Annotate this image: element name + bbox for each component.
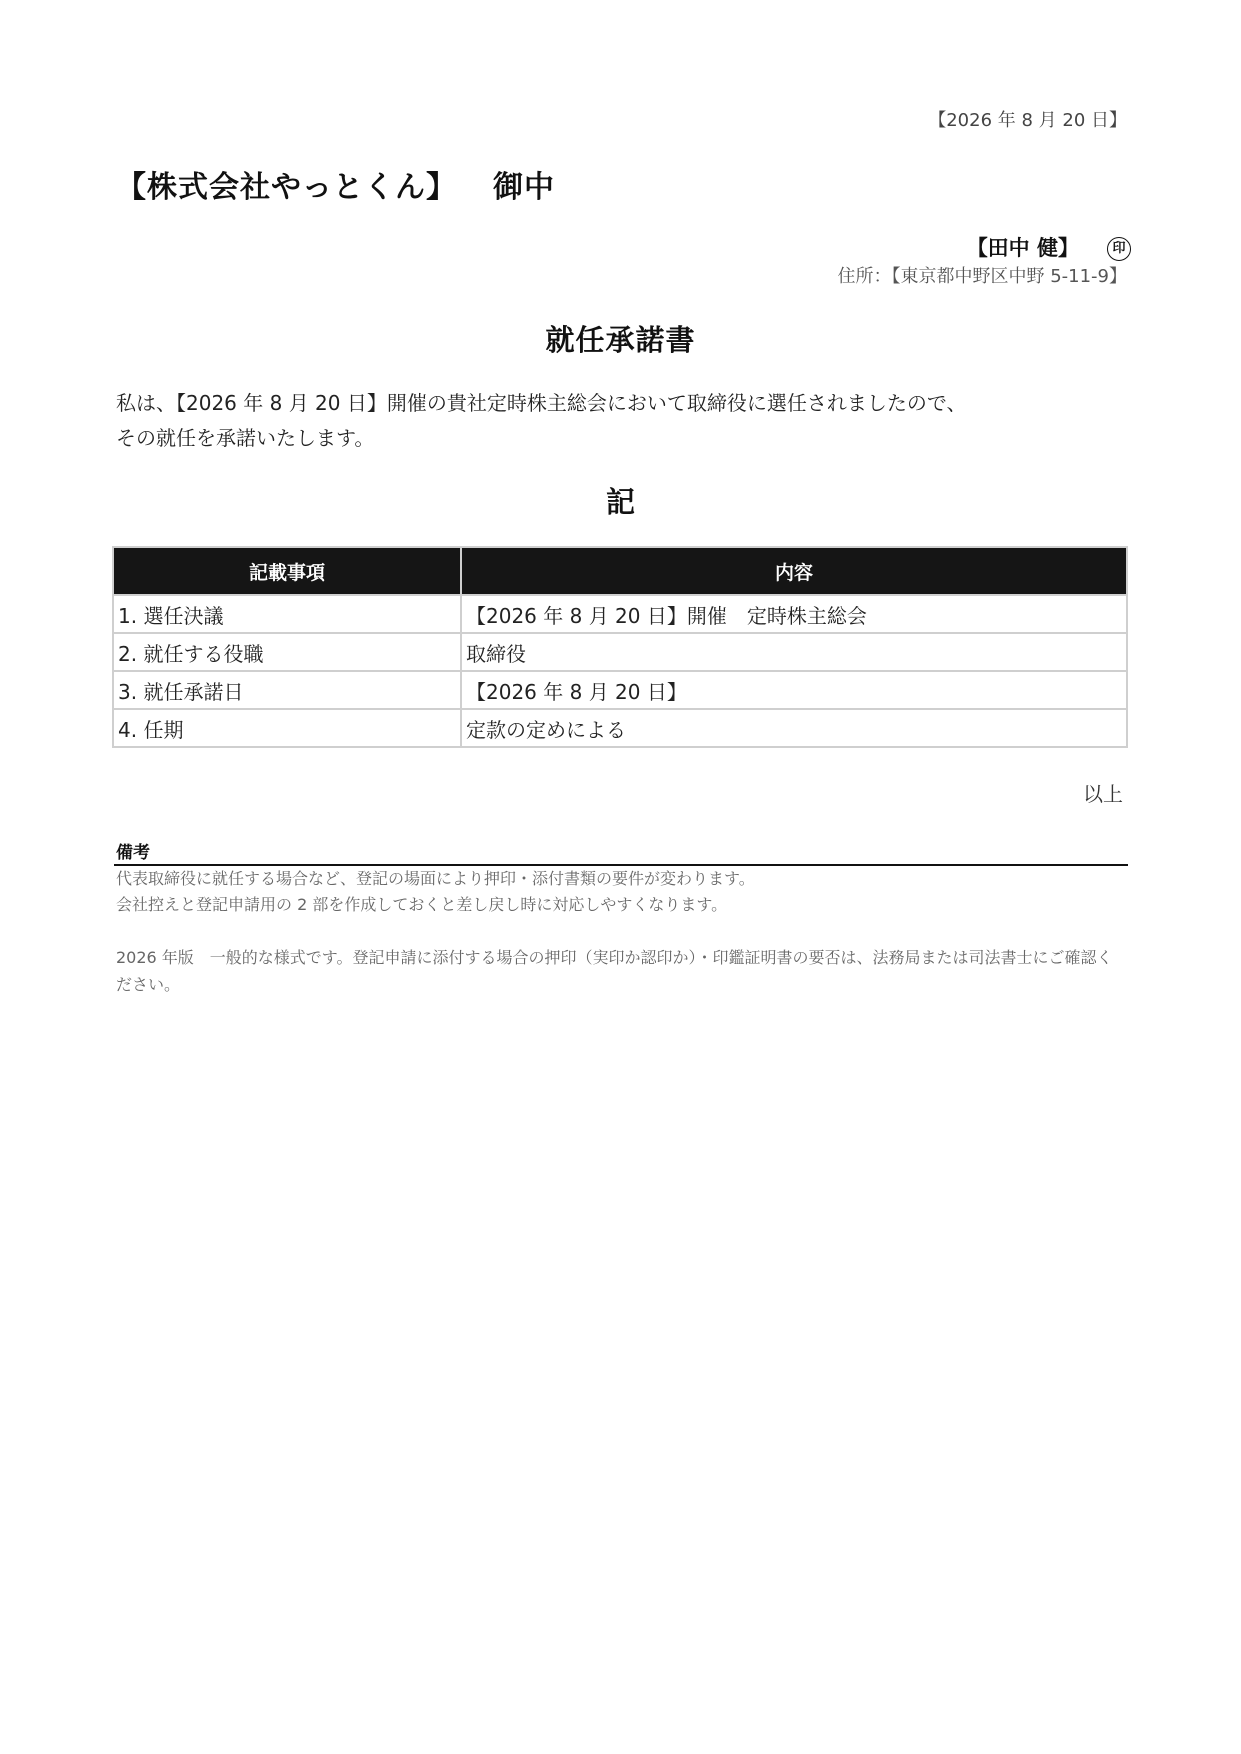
remarks-text xyxy=(116,866,755,918)
ki-heading: 記 xyxy=(605,485,635,519)
sender-name: 【田中 健】 xyxy=(966,236,1079,260)
recipient-name: 【株式会社やっとくん】 xyxy=(116,170,457,205)
table-header-content: 内容 xyxy=(461,547,1127,595)
table-cell-content: 【2026 年 8 月 20 日】開催 定時株主総会 xyxy=(461,595,1127,633)
table-row xyxy=(113,671,1127,709)
body-line-1: 私は、【2026 年 8 月 20 日】開催の貴社定時株主総会において取締役に選任されましたので、 xyxy=(116,391,967,415)
table-row xyxy=(113,633,1127,671)
table-cell-content: 定款の定めによる xyxy=(461,709,1127,747)
closing-ijo: 以上 xyxy=(1083,782,1123,806)
table-cell-item: 4. 任期 xyxy=(113,709,461,747)
table-cell-item: 2. 就任する役職 xyxy=(113,633,461,671)
footer-note: 2026 年版 一般的な様式です。登記申請に添付する場合の押印（実印か認印か）・印鑑証明書の要否は、法務局または司法書士にご確認ください。 xyxy=(116,948,1113,994)
table-cell-content: 【2026 年 8 月 20 日】 xyxy=(461,671,1127,709)
body-text xyxy=(116,386,966,456)
sender xyxy=(967,232,1131,262)
document-title: 就任承諾書 xyxy=(545,323,696,357)
seal-mark-icon: 印 xyxy=(1107,237,1131,261)
table-header-row xyxy=(113,547,1127,595)
table-row xyxy=(113,595,1127,633)
remarks-line-1: 代表取締役に就任する場合など、登記の場面により押印・添付書類の要件が変わります。 xyxy=(116,869,755,888)
document-date: 【2026 年 8 月 20 日】 xyxy=(928,110,1127,131)
remarks-line-2: 会社控えと登記申請用の 2 部を作成しておくと差し戻し時に対応しやすくなります。 xyxy=(116,895,728,914)
recipient-suffix: 御中 xyxy=(493,170,555,205)
table-cell-item: 1. 選任決議 xyxy=(113,595,461,633)
table-header-item: 記載事項 xyxy=(113,547,461,595)
sender-address: 住所：【東京都中野区中野 5-11-9】 xyxy=(837,266,1127,287)
table-row xyxy=(113,709,1127,747)
body-line-2: その就任を承諾いたします。 xyxy=(116,426,375,450)
table-cell-item: 3. 就任承諾日 xyxy=(113,671,461,709)
table-cell-content: 取締役 xyxy=(461,633,1127,671)
recipient xyxy=(116,162,555,206)
remarks-heading: 備考 xyxy=(116,843,150,863)
items-table xyxy=(112,546,1128,748)
